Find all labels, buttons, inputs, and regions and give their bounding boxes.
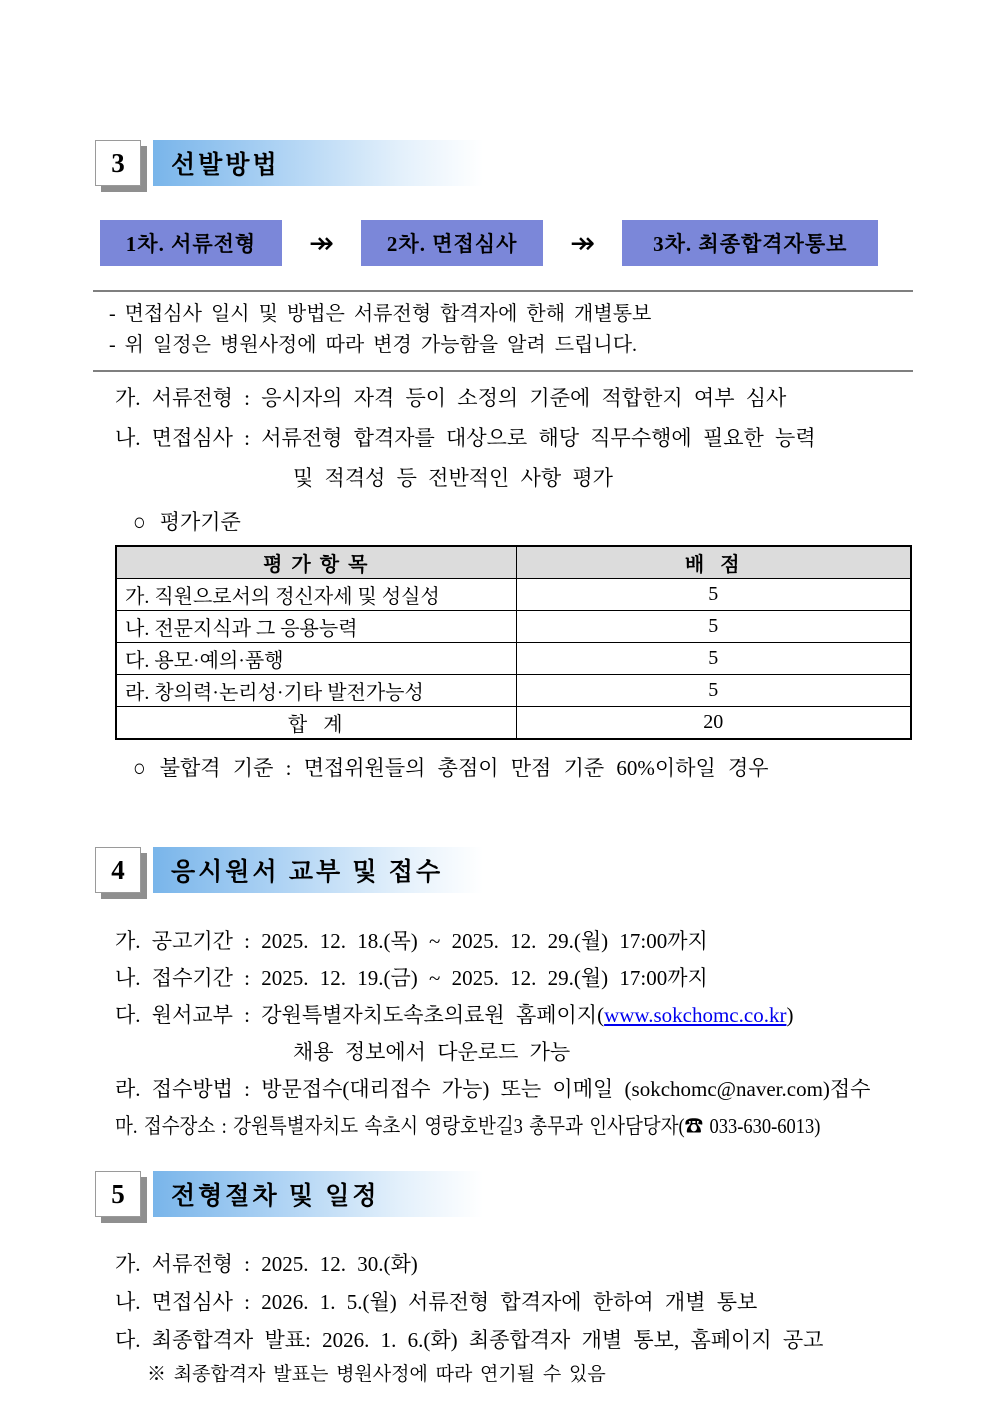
section3-items <box>115 378 992 498</box>
item-final-announcement: 다. 최종합격자 발표: 2026. 1. 6.(화) 최종합격자 개별 통보, 홈페이지 공고 <box>115 1328 824 1352</box>
fail-criteria-line <box>133 753 992 783</box>
table-row <box>116 611 911 643</box>
cell-score: 5 <box>516 675 911 707</box>
note-line: - 위 일정은 병원사정에 따라 변경 가능함을 알려 드립니다. <box>109 334 638 356</box>
cell-total-label: 합 계 <box>116 707 516 740</box>
section3-number-box: 3 <box>95 140 141 186</box>
item-interview-date: 나. 면접심사 : 2026. 1. 5.(월) 서류전형 합격자에 한하여 개별 통보 <box>115 1290 758 1314</box>
criteria-heading <box>133 508 992 536</box>
cell-score: 5 <box>516 643 911 675</box>
table-row <box>116 579 911 611</box>
selection-steps <box>100 220 992 266</box>
item-submission-place <box>115 1108 992 1145</box>
form-distribution-text-suffix: ) <box>786 1003 794 1027</box>
item-interview: 나. 면접심사 : 서류전형 합격자를 대상으로 해당 직무수행에 필요한 능력 <box>115 426 816 450</box>
cell-total-score: 20 <box>516 707 911 740</box>
cell-item: 나. 전문지식과 그 응용능력 <box>116 611 516 643</box>
step-1-document-screening: 1차. 서류전형 <box>100 220 282 266</box>
circle-bullet-icon: ○ <box>133 508 146 536</box>
cell-score: 5 <box>516 579 911 611</box>
table-total-row <box>116 707 911 740</box>
item-form-distribution <box>115 997 992 1034</box>
arrow-right-icon: ↠ <box>570 225 596 261</box>
circle-bullet-icon: ○ <box>133 754 146 782</box>
section5-title: 전형절차 및 일정 <box>153 1171 483 1217</box>
table-header-row <box>116 546 911 579</box>
cell-score: 5 <box>516 611 911 643</box>
cell-item: 라. 창의력·논리성·기타 발전가능성 <box>116 675 516 707</box>
cell-item: 다. 용모·예의·품행 <box>116 643 516 675</box>
step-3-final-notice: 3차. 최종합격자통보 <box>622 220 878 266</box>
fail-criteria-text: 불합격 기준 : 면접위원들의 총점이 만점 기준 60%이하일 경우 <box>159 756 769 780</box>
section4-header <box>95 847 992 899</box>
step-2-interview: 2차. 면접심사 <box>361 220 543 266</box>
note-line: - 면접심사 일시 및 방법은 서류전형 합격자에 한해 개별통보 <box>109 303 652 325</box>
item-interview-continued: 및 적격성 등 전반적인 사항 평가 <box>293 466 613 490</box>
item-announcement-period: 가. 공고기간 : 2025. 12. 18.(목) ~ 2025. 12. 29.(월) 17:00까지 <box>115 929 708 953</box>
item-application-period: 나. 접수기간 : 2025. 12. 19.(금) ~ 2025. 12. 29.(월) 17:00까지 <box>115 966 708 990</box>
table-row <box>116 675 911 707</box>
homepage-link[interactable]: www.sokchomc.co.kr <box>604 1003 787 1027</box>
section5-header <box>95 1171 992 1223</box>
criteria-label: 평가기준 <box>159 510 241 534</box>
arrow-right-icon: ↠ <box>309 225 335 261</box>
item-submission-method: 라. 접수방법 : 방문접수(대리접수 가능) 또는 이메일 (sokchomc@naver.com)접수 <box>115 1077 871 1101</box>
section4-items <box>115 923 992 1145</box>
section4-number-box: 4 <box>95 847 141 893</box>
item-document-screening-date: 가. 서류전형 : 2025. 12. 30.(화) <box>115 1252 418 1276</box>
section5-items <box>115 1245 992 1391</box>
item-form-distribution-continued: 채용 정보에서 다운로드 가능 <box>293 1040 571 1064</box>
form-distribution-text: 다. 원서교부 : 강원특별자치도속초의료원 홈페이지( <box>115 1003 605 1027</box>
section4-title: 응시원서 교부 및 접수 <box>153 847 483 893</box>
column-header-score: 배 점 <box>516 546 911 579</box>
table-row <box>116 643 911 675</box>
schedule-notes-box <box>93 290 913 372</box>
section3-header <box>95 140 992 192</box>
section5-number-box: 5 <box>95 1171 141 1217</box>
section3-title: 선발방법 <box>153 140 483 186</box>
postponement-note: ※ 최종합격자 발표는 병원사정에 따라 연기될 수 있음 <box>147 1364 606 1385</box>
submission-place-text: 마. 접수장소 : 강원특별자치도 속초시 영랑호반길3 총무과 인사담당자(☎ 033-630-6013) <box>115 1114 821 1138</box>
evaluation-table <box>115 545 912 740</box>
cell-item: 가. 직원으로서의 정신자세 및 성실성 <box>116 579 516 611</box>
item-document-screening: 가. 서류전형 : 응시자의 자격 등이 소정의 기준에 적합한지 여부 심사 <box>115 386 787 410</box>
column-header-item: 평 가 항 목 <box>116 546 516 579</box>
